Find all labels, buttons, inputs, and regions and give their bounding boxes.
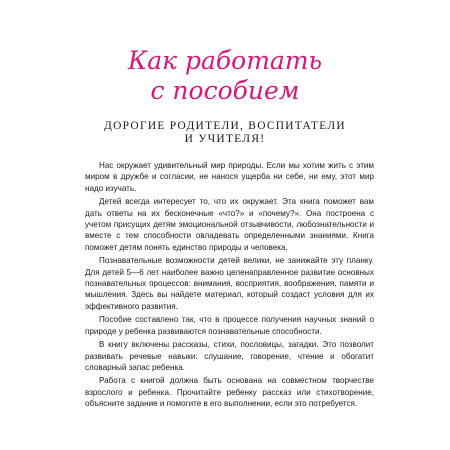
body-text xyxy=(85,160,374,412)
paragraph: Работа с книгой должна быть основана на совместном творчестве взрослого и ребенка. Прочитайте ребенку рассказ или стихотворение, объясните задание и помогите в его выполнении, если это потребуется. xyxy=(85,376,374,409)
paragraph: Познавательные возможности детей велики, не занижайте эту планку. Для детей 5—6 лет наиболее важно целенаправленное развитие основных познавательных процессов: внимания, восприятия, воображения, памяти и мышления. Здесь вы найдете материал, который создаст условия для их эффективного развития. xyxy=(85,256,374,311)
page-title-line-1: Как работать xyxy=(127,46,323,75)
paragraph: Пособие составлено так, что в процессе получения научных знаний о природе у ребенка развиваются познавательные способности. xyxy=(85,315,374,336)
paragraph: Нас окружает удивительный мир природы. Если мы хотим жить с этим миром в дружбе и согласии, не нанося ущерба ни себе, ни ему, этот мир надо изучать. xyxy=(85,161,374,193)
paragraph: В книгу включены рассказы, стихи, пословицы, загадки. Это позволит развивать речевые навыки: слушание, говорение, чтение и обогатит словарный запас ребенка. xyxy=(85,340,374,372)
paragraph: Детей всегда интересует то, что их окружает. Эта книга поможет вам дать ответы на их бесконечные «что?» и «почему?». Она построена с учетом присущих детям эмоциональной отзывчивости, любознательности и вместе с тем способности овладевать определенными знаниями. Книга поможет детям понять единство природы и человека. xyxy=(85,197,374,252)
address-heading-line-2: И УЧИТЕЛЯ! xyxy=(184,133,266,145)
address-heading-line-1: ДОРОГИЕ РОДИТЕЛИ, ВОСПИТАТЕЛИ xyxy=(104,120,346,132)
page-title-line-2: с пособием xyxy=(150,76,300,105)
